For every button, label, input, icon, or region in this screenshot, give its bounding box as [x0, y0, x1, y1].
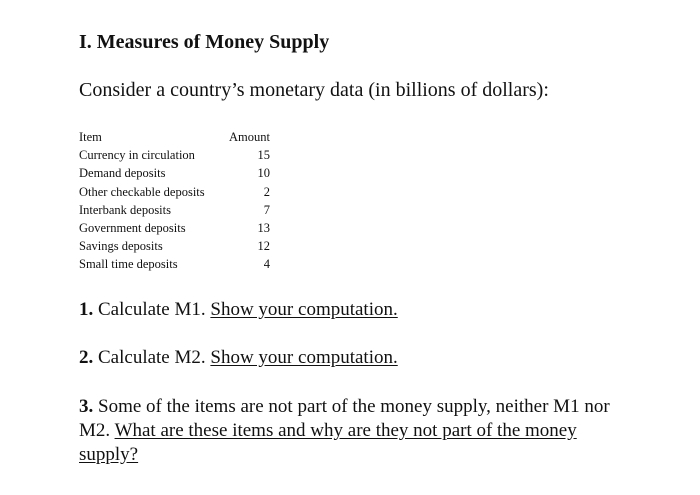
question-2: [79, 346, 639, 370]
question-instruction: What are these items and why are they not part of the money supply?: [79, 420, 577, 465]
table-row: [79, 183, 270, 201]
table-header-row: [79, 128, 270, 146]
section-title: I. Measures of Money Supply: [79, 31, 330, 53]
row-amount-value: 2: [263, 184, 270, 199]
row-item-label: Small time deposits: [79, 257, 178, 272]
intro-text: Consider a country’s monetary data (in billions of dollars):: [79, 79, 549, 101]
table-row: [79, 146, 270, 164]
question-text: Calculate M1.: [93, 299, 211, 320]
row-amount-value: 10: [257, 166, 270, 181]
question-text: Some of the items are not part of the money supply, neither M1 nor M2.: [79, 396, 610, 441]
question-number: 3.: [79, 396, 94, 417]
row-amount-value: 15: [257, 148, 270, 163]
question-3: [79, 395, 639, 467]
row-item-label: Savings deposits: [79, 239, 163, 254]
table-row: [79, 164, 270, 182]
row-item-label: Other checkable deposits: [79, 184, 205, 199]
question-number: 2.: [79, 347, 94, 368]
table-row: [79, 201, 270, 219]
question-number: 1.: [79, 299, 94, 320]
row-item-label: Demand deposits: [79, 166, 166, 181]
question-text: Calculate M2.: [93, 347, 211, 368]
row-item-label: Interbank deposits: [79, 202, 171, 217]
table-row: [79, 255, 270, 273]
question-instruction: Show your computation.: [210, 347, 398, 368]
question-instruction: Show your computation.: [210, 299, 398, 320]
table-row: [79, 219, 270, 237]
question-1: [79, 298, 639, 322]
column-header-amount: Amount: [229, 130, 270, 144]
row-item-label: Currency in circulation: [79, 148, 195, 163]
monetary-data-table: [79, 128, 270, 274]
column-header-item: Item: [79, 130, 102, 144]
row-amount-value: 13: [257, 221, 270, 236]
row-amount-value: 12: [257, 239, 270, 254]
table-row: [79, 237, 270, 255]
row-item-label: Government deposits: [79, 221, 186, 236]
row-amount-value: 4: [263, 257, 270, 272]
row-amount-value: 7: [263, 202, 270, 217]
